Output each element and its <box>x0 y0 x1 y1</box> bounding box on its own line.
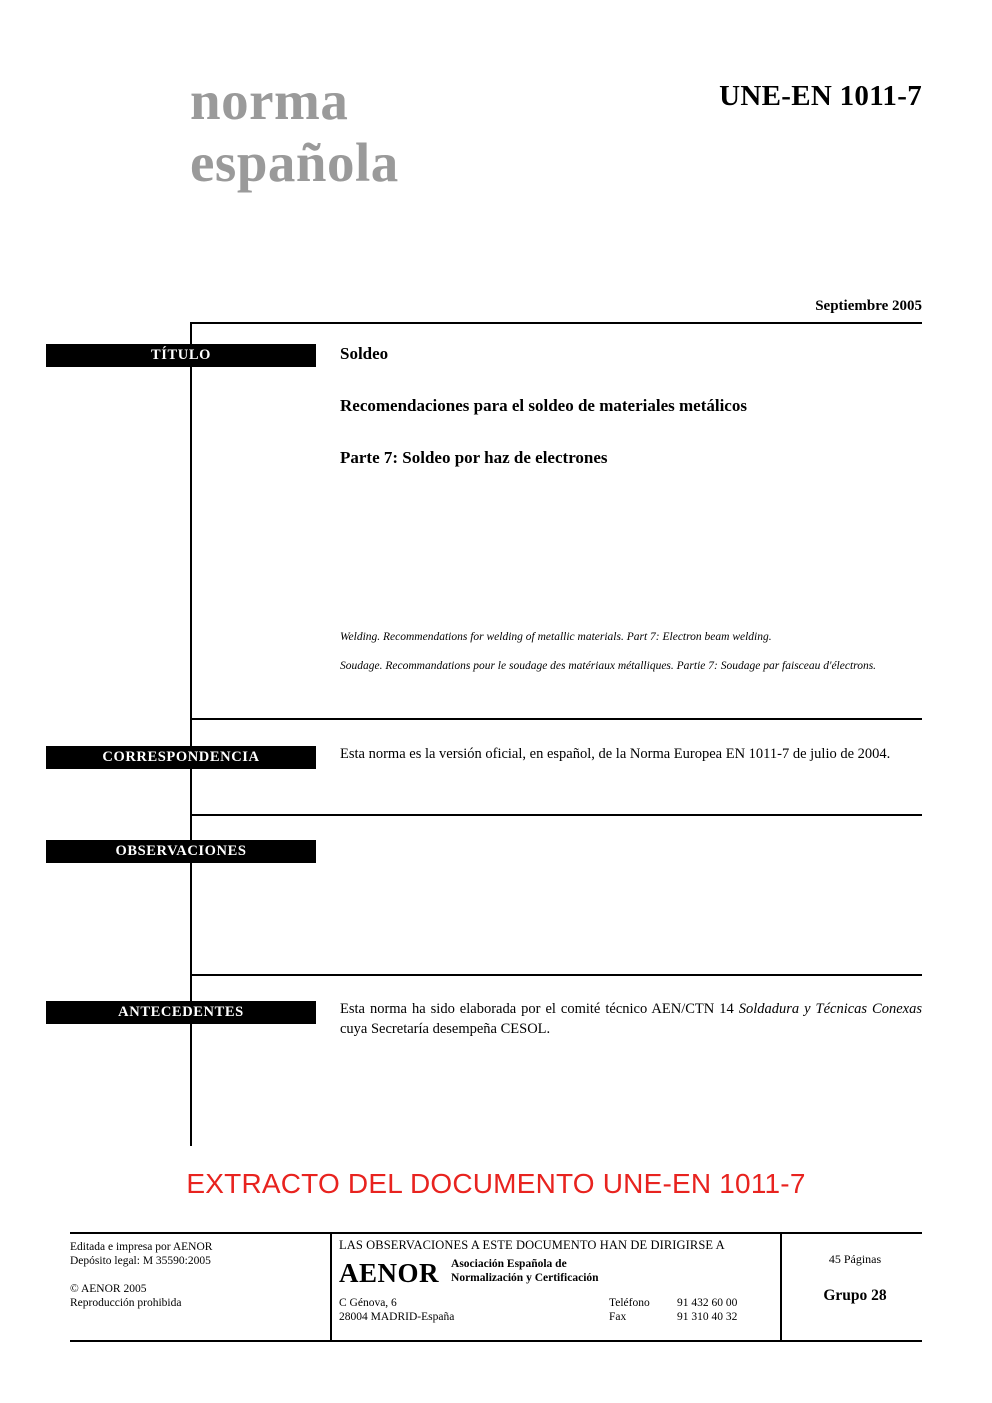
footer-edited-line-2: Depósito legal: M 35590:2005 <box>70 1255 211 1267</box>
page-count: 45 Páginas <box>828 1252 882 1266</box>
section-content-antecedentes <box>340 999 922 1039</box>
title-line-3: Parte 7: Soldeo por haz de electrones <box>340 448 608 467</box>
aenor-logo-row <box>339 1257 769 1288</box>
footer-phone-label: Teléfono <box>609 1297 650 1309</box>
section-translations <box>340 630 932 688</box>
footer-address-line-1: C Génova, 6 <box>339 1297 397 1309</box>
footer-observations-notice: LAS OBSERVACIONES A ESTE DOCUMENTO HAN DE DIRIGIRSE A <box>339 1238 725 1252</box>
footer-copyright: © AENOR 2005 <box>70 1283 147 1295</box>
aenor-org-line-1: Asociación Española de <box>451 1258 567 1270</box>
footer-address <box>339 1296 609 1324</box>
footer-phone-value: 91 432 60 00 <box>677 1297 738 1309</box>
group-label: Grupo 28 <box>823 1287 887 1304</box>
section-content-correspondencia: Esta norma es la versión oficial, en español, de la Norma Europea EN 1011-7 de julio de 2004. <box>340 746 891 762</box>
rule-correspondencia-top <box>190 718 922 720</box>
footer-meta-block <box>790 1252 920 1305</box>
aenor-org-line-2: Normalización y Certificación <box>451 1272 599 1284</box>
footer-fax-value: 91 310 40 32 <box>677 1311 738 1323</box>
extract-banner: EXTRACTO DEL DOCUMENTO UNE-EN 1011-7 <box>186 1168 806 1199</box>
aenor-logo: AENOR <box>339 1258 440 1288</box>
antecedentes-text-after: cuya Secretaría desempeña CESOL. <box>340 1021 551 1037</box>
antecedentes-text-before: Esta norma ha sido elaborada por el comité técnico AEN/CTN 14 <box>340 1001 739 1017</box>
footer-address-line-2: 28004 MADRID-España <box>339 1311 455 1323</box>
rule-top <box>190 322 922 324</box>
footer-reproduction: Reproducción prohibida <box>70 1297 182 1309</box>
footer-address-row <box>339 1296 769 1324</box>
aenor-org-name <box>451 1257 599 1288</box>
masthead-line-2: española <box>190 132 399 193</box>
masthead <box>190 70 610 194</box>
document-code: UNE-EN 1011-7 <box>719 80 922 112</box>
publication-date: Septiembre 2005 <box>815 298 922 314</box>
title-line-1: Soldeo <box>340 344 389 363</box>
footer-fax-label: Fax <box>609 1311 627 1323</box>
section-content-titulo <box>340 344 922 500</box>
vertical-rule-antecedentes <box>190 974 192 1146</box>
title-line-2: Recomendaciones para el soldeo de materiales metálicos <box>340 396 747 415</box>
footer-phone-row <box>609 1296 737 1310</box>
rule-observaciones-top <box>190 814 922 816</box>
section-tag-correspondencia: CORRESPONDENCIA <box>46 746 316 769</box>
footer-publisher-block <box>70 1240 320 1310</box>
footer-rule-bottom <box>70 1340 922 1342</box>
footer-divider-right <box>780 1232 782 1342</box>
vertical-rule-observaciones <box>190 814 192 974</box>
antecedentes-text-italic: Soldadura y Técnicas Conexas <box>738 1001 922 1017</box>
footer-contact-block <box>339 1238 769 1324</box>
footer-divider-left <box>330 1232 332 1342</box>
footer-phone-fax <box>609 1296 737 1324</box>
footer-rule-top <box>70 1232 922 1234</box>
title-english: Welding. Recommendations for welding of metallic materials. Part 7: Electron beam welding. <box>340 631 772 643</box>
section-tag-observaciones: OBSERVACIONES <box>46 840 316 863</box>
section-tag-antecedentes: ANTECEDENTES <box>46 1001 316 1024</box>
section-tag-titulo: TÍTULO <box>46 344 316 367</box>
title-french: Soudage. Recommandations pour le soudage des matériaux métalliques. Partie 7: Soudage par faisceau d'électrons. <box>340 660 877 672</box>
footer-edited-line-1: Editada e impresa por AENOR <box>70 1241 213 1253</box>
footer-fax-row <box>609 1310 737 1324</box>
vertical-rule-titulo <box>190 322 192 718</box>
rule-antecedentes-top <box>190 974 922 976</box>
masthead-line-1: norma <box>190 70 349 131</box>
